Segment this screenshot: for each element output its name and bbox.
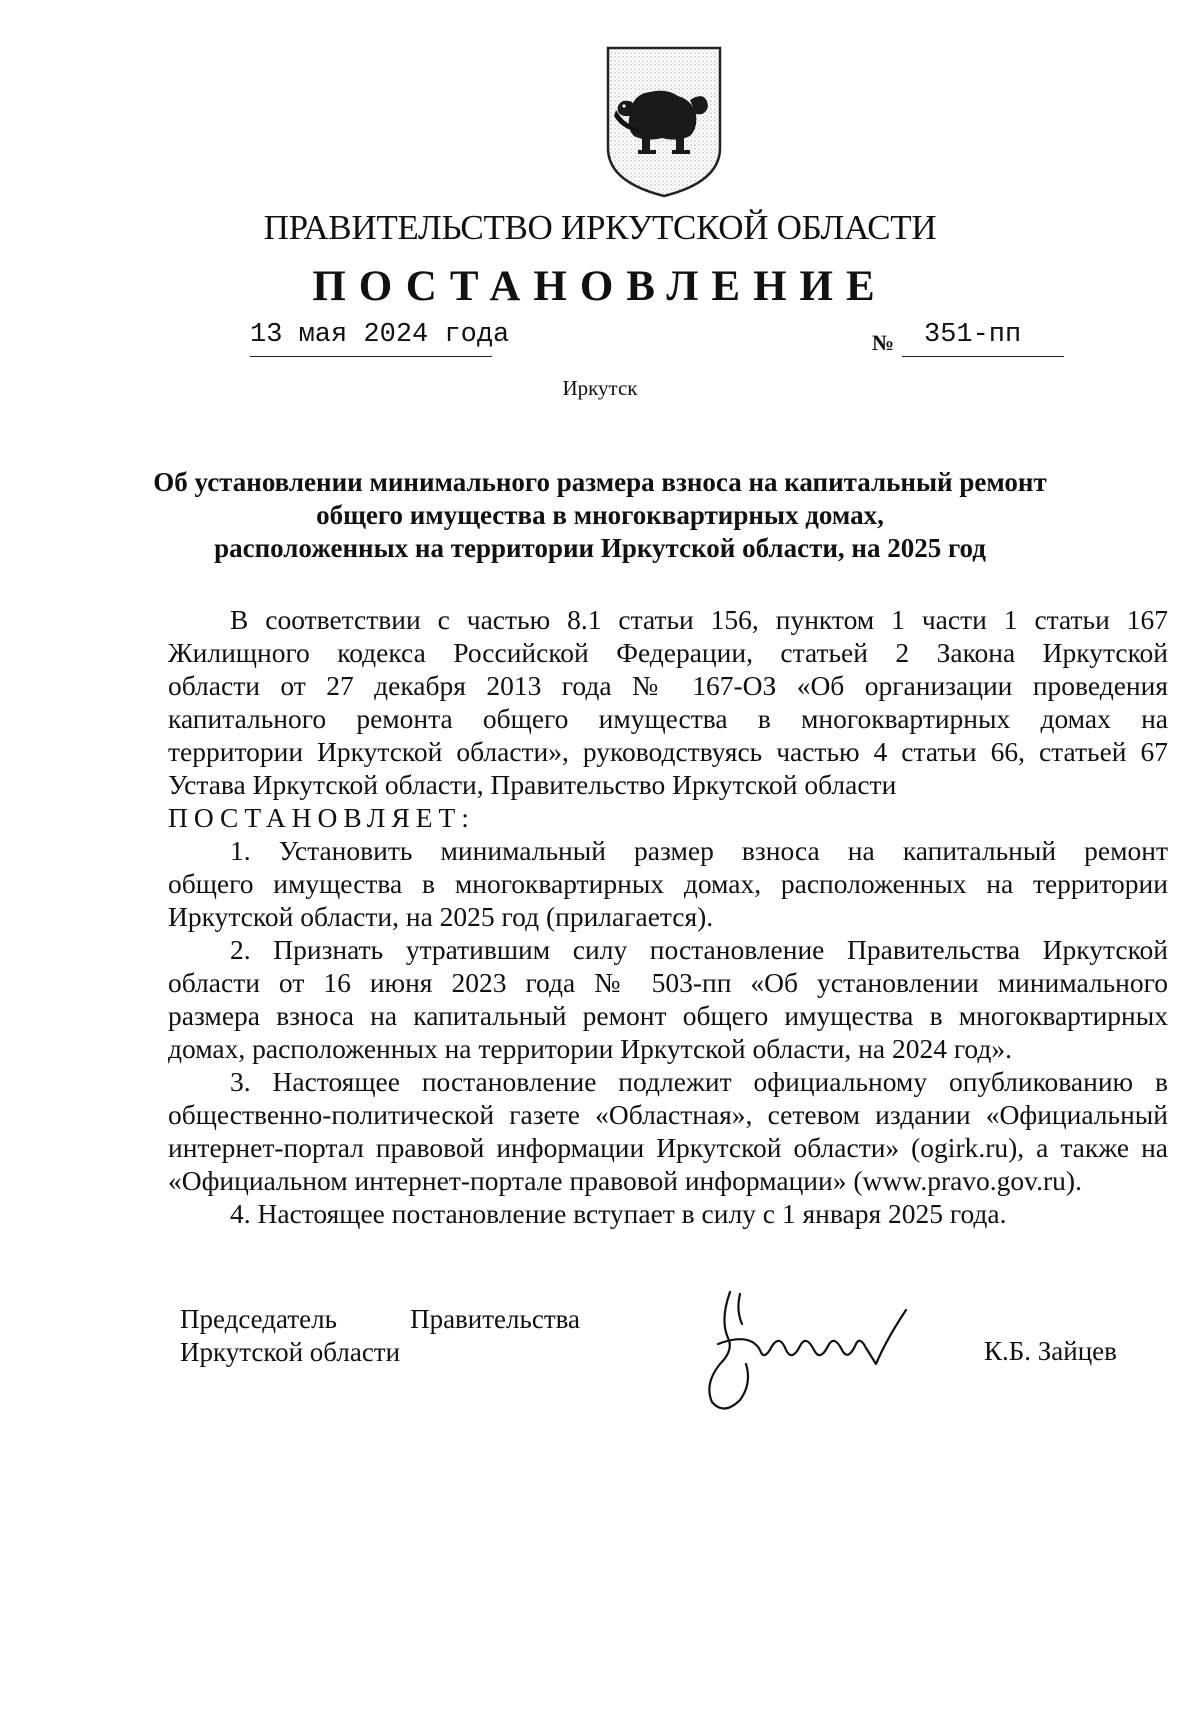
preamble-line: области от 27 декабря 2013 года № 167-ОЗ «Об организации проведения (168, 670, 1168, 701)
item-3-line: 3. Настоящее постановление подлежит официальному опубликованию в (230, 1066, 1168, 1097)
subject-line: расположенных на территории Иркутской области, на 2025 год (214, 533, 986, 563)
document-subject (150, 466, 1050, 565)
preamble-line: территории Иркутской области», руководствуясь частью 4 статьи 66, статьей 67 (168, 736, 1168, 767)
document-number: 351-пп (924, 320, 1022, 350)
item-2-line: домах, расположенных на территории Иркутской области, на 2024 год». (168, 1033, 1012, 1064)
preamble-line: В соответствии с частью 8.1 статьи 156, пунктом 1 части 1 статьи 167 (230, 604, 1168, 635)
document-date: 13 мая 2024 года (250, 320, 510, 350)
item-4-line: 4. Настоящее постановление вступает в силу с 1 января 2025 года. (230, 1198, 1007, 1229)
position-word: Правительства (410, 1304, 580, 1334)
government-name: ПРАВИТЕЛЬСТВО ИРКУТСКОЙ ОБЛАСТИ (263, 208, 937, 247)
resolves-word: ПОСТАНОВЛЯЕТ: (168, 802, 475, 833)
item-1-line: Иркутской области, на 2025 год (прилагается). (168, 901, 714, 932)
handwritten-signature (690, 1280, 930, 1425)
number-sign: № (872, 330, 895, 355)
item-1-line: 1. Установить минимальный размер взноса на капитальный ремонт (230, 835, 1168, 866)
subject-line: общего имущества в многоквартирных домах, (316, 500, 884, 530)
item-3-line: интернет-портал правовой информации Иркутской области» (ogirk.ru), а также на (168, 1132, 1168, 1163)
subject-line: Об установлении минимального размера взноса на капитальный ремонт (153, 467, 1047, 497)
item-2-line: 2. Признать утратившим силу постановление Правительства Иркутской (230, 934, 1168, 965)
item-2-line: области от 16 июня 2023 года № 503-пп «Об установлении минимального (168, 967, 1168, 998)
document-type: ПОСТАНОВЛЕНИЕ (312, 263, 888, 310)
city: Иркутск (562, 376, 638, 400)
signatory-position-line2: Иркутской области (180, 1337, 401, 1367)
signatory-position (180, 1304, 580, 1335)
number-underline (902, 356, 1064, 357)
item-3-line: «Официальном интернет-портале правовой информации» (www.pravo.gov.ru). (168, 1165, 1082, 1196)
preamble-line: Жилищного кодекса Российской Федерации, статьей 2 Закона Иркутской (168, 637, 1168, 668)
date-underline (250, 356, 492, 357)
position-word: Председатель (180, 1304, 337, 1334)
item-2-line: размера взноса на капитальный ремонт общего имущества в многоквартирных (168, 1000, 1168, 1031)
irkutsk-coat-of-arms-icon (602, 44, 726, 200)
preamble-line: Устава Иркутской области, Правительство Иркутской области (168, 769, 897, 800)
preamble-line: капитального ремонта общего имущества в многоквартирных домах на (168, 703, 1168, 734)
item-1-line: общего имущества в многоквартирных домах, расположенных на территории (168, 868, 1168, 899)
signer-name: К.Б. Зайцев (984, 1336, 1117, 1366)
document-body (168, 603, 1168, 1230)
item-3-line: общественно-политической газете «Областная», сетевом издании «Официальный (168, 1099, 1168, 1130)
